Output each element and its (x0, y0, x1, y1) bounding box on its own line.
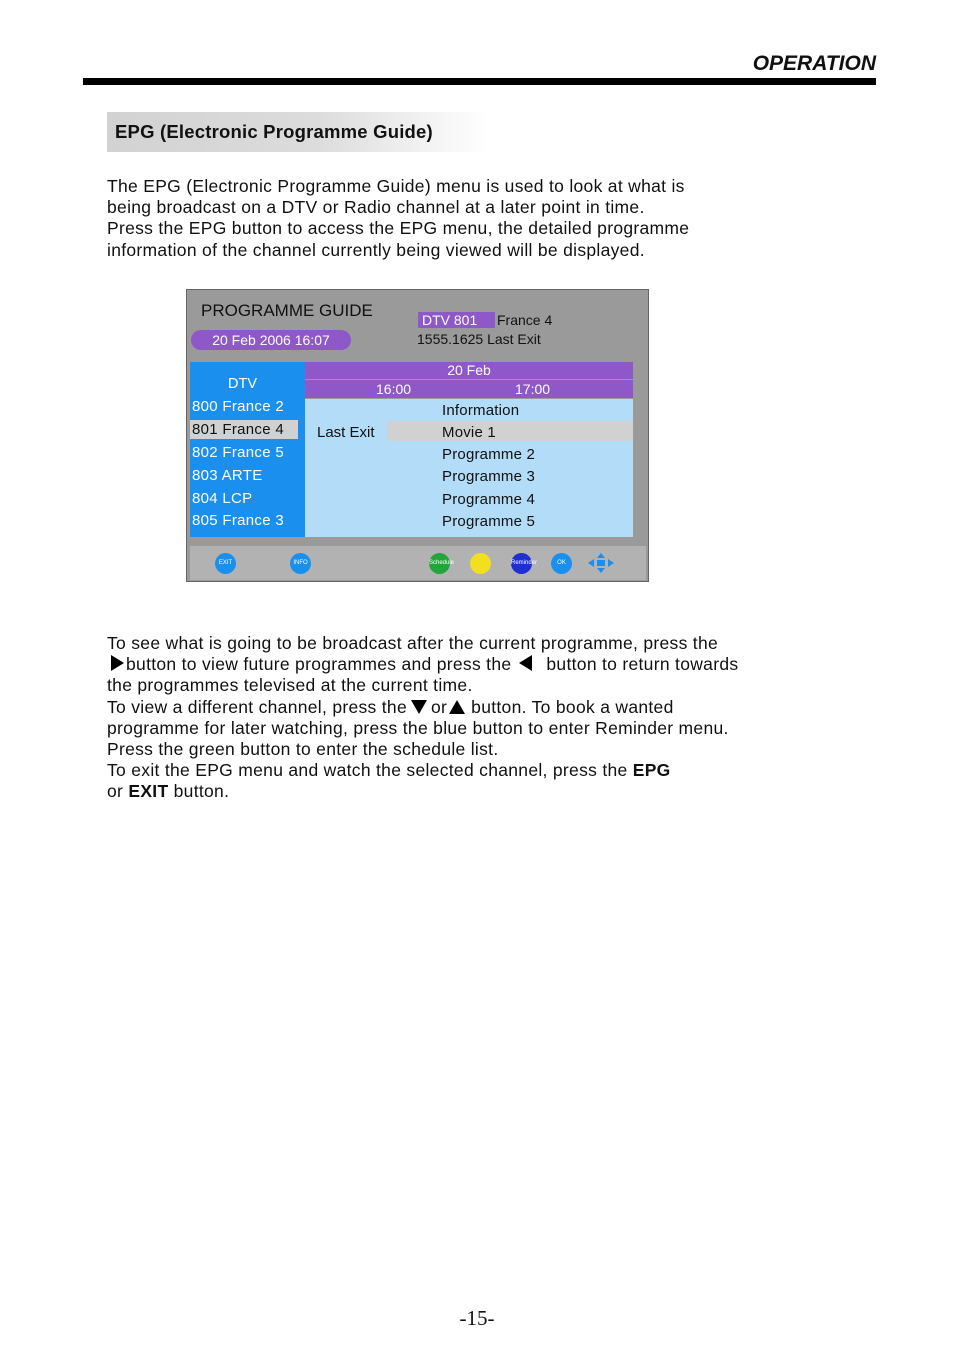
programme-item[interactable]: Programme 5 (442, 513, 536, 530)
channel-list (190, 362, 305, 537)
button-bar (190, 546, 646, 580)
header-title: OPERATION (752, 52, 876, 75)
intro-line: The EPG (Electronic Programme Guide) menu is used to look at what is (107, 176, 685, 196)
text-span: button to view future programmes and press the (126, 654, 512, 675)
reminder-button[interactable]: Reminder (511, 553, 532, 574)
intro-line: being broadcast on a DTV or Radio channel at a later point in time. (107, 197, 645, 218)
up-arrow-icon (449, 700, 465, 714)
header-rule (83, 78, 876, 85)
programme-item-selected[interactable]: Movie 1 (442, 424, 496, 441)
right-arrow-icon (111, 655, 124, 671)
intro-paragraph (107, 176, 689, 261)
channel-row-selected[interactable]: 801 France 4 (190, 420, 298, 439)
navigation-arrows-icon (586, 552, 616, 574)
channel-name: France 4 (497, 312, 553, 328)
programme-item[interactable]: Programme 4 (442, 491, 536, 508)
channel-badge: DTV 801 (418, 312, 495, 328)
text-span: button. To book a wanted (471, 696, 674, 717)
text-span: To exit the EPG menu and watch the selected channel, press the (107, 760, 628, 781)
channel-row[interactable]: 803 ARTE (192, 467, 263, 484)
time-label: 16:00 (376, 381, 412, 397)
text-span: or (431, 696, 448, 717)
channel-row[interactable]: 802 France 5 (192, 444, 284, 461)
down-arrow-icon (411, 700, 427, 714)
channel-list-header: DTV (228, 376, 257, 392)
intro-line: information of the channel currently being viewed will be displayed. (107, 239, 645, 260)
instructions-paragraph (107, 633, 738, 803)
time-label: 17:00 (515, 381, 551, 397)
yellow-button[interactable] (470, 553, 491, 574)
channel-row[interactable]: 805 France 3 (192, 512, 284, 529)
text-span: button to return towards (546, 654, 739, 675)
programme-selection (387, 421, 633, 441)
epg-screen (186, 289, 649, 582)
left-arrow-icon (519, 655, 532, 671)
page-number: -15- (459, 1306, 495, 1330)
text-line (107, 654, 738, 675)
channel-row[interactable]: 804 LCP (192, 490, 253, 507)
grid-timeline (305, 380, 633, 398)
current-programme[interactable]: Last Exit (317, 424, 375, 441)
frequency-line: 1555.1625 Last Exit (417, 331, 541, 347)
channel-row[interactable]: 800 France 2 (192, 398, 284, 415)
text-line (107, 760, 738, 781)
section-title: EPG (Electronic Programme Guide) (115, 121, 433, 142)
screen-datetime: 20 Feb 2006 16:07 (191, 330, 351, 350)
text-line: To see what is going to be broadcast after the current programme, press the (107, 633, 719, 653)
text-line (107, 781, 738, 802)
programme-grid (305, 399, 633, 537)
exit-keyword: EXIT (128, 781, 169, 802)
text-span: To view a different channel, press the (107, 696, 407, 717)
exit-button[interactable]: EXIT (215, 553, 236, 574)
programme-item[interactable]: Programme 3 (442, 468, 536, 485)
text-line: Press the green button to enter the schedule list. (107, 739, 499, 760)
text-span: button. (173, 781, 230, 802)
programme-item[interactable]: Information (442, 402, 520, 419)
grid-date: 20 Feb (305, 362, 633, 379)
screen-title: PROGRAMME GUIDE (201, 301, 373, 320)
intro-line: Press the EPG button to access the EPG menu, the detailed programme (107, 218, 690, 239)
text-line: the programmes televised at the current time. (107, 675, 473, 696)
section-banner (107, 112, 489, 152)
schedule-button[interactable]: Schedule (429, 553, 450, 574)
text-line: programme for later watching, press the blue button to enter Reminder menu. (107, 717, 729, 738)
text-line (107, 697, 738, 718)
programme-item[interactable]: Programme 2 (442, 446, 536, 463)
ok-button[interactable]: OK (551, 553, 572, 574)
info-button[interactable]: INFO (290, 553, 311, 574)
epg-keyword: EPG (632, 760, 671, 781)
text-span: or (107, 781, 124, 802)
